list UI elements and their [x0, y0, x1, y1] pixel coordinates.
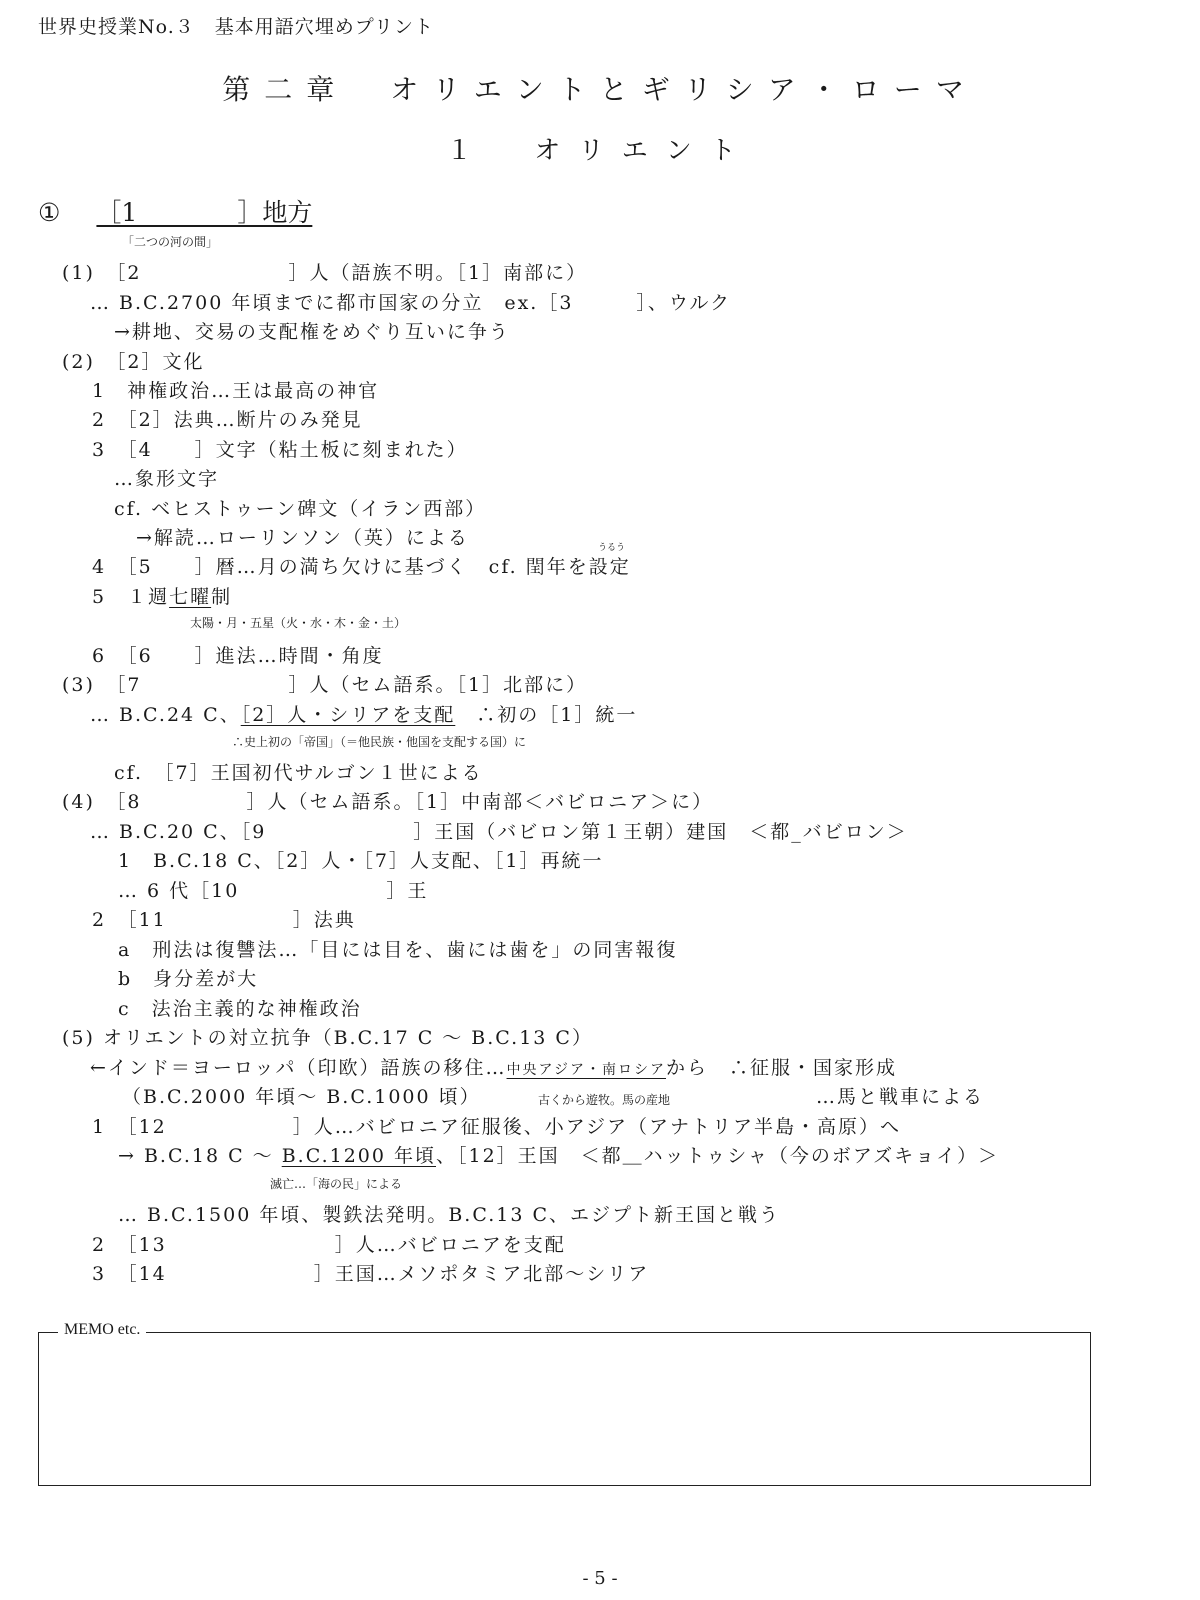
chapter-title: 第二章 オリエントとギリシア・ローマ [222, 73, 978, 106]
line-23: b 身分差が大 [118, 968, 259, 990]
memo-box[interactable] [38, 1332, 1091, 1486]
annotation-empire: ∴史上初の「帝国」（＝他民族・他国を支配する国）に [232, 735, 527, 749]
line-29-post: 、［12］王国 ＜都＿ハットゥシャ（今のボアズキョイ）＞ [436, 1145, 1000, 1167]
line-15-post: ∴初の［1］統一 [455, 704, 638, 726]
line-4: (2) ［2］文化 [62, 351, 205, 373]
line-15-underlined: ［2］人・シリアを支配 [240, 704, 456, 726]
annotation-sea-people: 滅亡…「海の民」による [270, 1177, 403, 1191]
section-title: １ オリエント [446, 136, 754, 166]
line-29 [118, 1147, 999, 1166]
circled-one-marker: ① [38, 198, 61, 227]
line-27: （B.C.2000 年頃～ B.C.1000 頃） [122, 1086, 481, 1108]
line-32: 3 ［14 ］王国…メソポタミア北部～シリア [92, 1263, 650, 1285]
line-15-pre: … B.C.24 C、 [90, 704, 241, 726]
line-21: 2 ［11 ］法典 [92, 909, 356, 931]
line-28: 1 ［12 ］人…バビロニア征服後、小アジア（アナトリア半島・高原）へ [92, 1116, 902, 1138]
ruby-uruu: うるう [598, 543, 626, 553]
line-19: 1 B.C.18 C、［2］人・［7］人支配、［1］再統一 [118, 850, 604, 872]
line-15 [90, 706, 637, 725]
heading-1 [38, 200, 312, 225]
line-10: →解読…ローリンソン（英）による [136, 527, 469, 549]
line-12 [92, 588, 232, 607]
line-24: c 法治主義的な神権政治 [118, 998, 362, 1020]
line-12-post: 制 [211, 586, 233, 608]
line-26 [90, 1059, 897, 1078]
line-3: →耕地、交易の支配権をめぐり互いに争う [114, 321, 510, 343]
line-1: (1) ［2 ］人（語族不明。［1］南部に） [62, 262, 588, 284]
seven-days-underlined: 七曜 [169, 586, 212, 608]
annotation-two-rivers: 「二つの河の間」 [122, 235, 219, 249]
line-30: … B.C.1500 年頃、製鉄法発明。B.C.13 C、エジプト新王国と戦う [118, 1204, 780, 1226]
line-27-post: …馬と戦車による [816, 1086, 985, 1108]
line-16: cf. ［7］王国初代サルゴン１世による [114, 762, 483, 784]
line-8: …象形文字 [114, 468, 220, 490]
line-26-post: から ∴征服・国家形成 [666, 1057, 898, 1079]
line-20: … 6 代［10 ］王 [118, 880, 429, 902]
line-12-pre: 5 １週 [92, 586, 170, 608]
line-14: (3) ［7 ］人（セム語系。［1］北部に） [62, 674, 588, 696]
line-29-pre: → B.C.18 C ～ [118, 1145, 282, 1167]
line-11: 4 ［5 ］暦…月の満ち欠けに基づく cf. 閏年を設定 [92, 556, 631, 578]
line-29-underlined: B.C.1200 年頃 [281, 1145, 436, 1167]
line-2: … B.C.2700 年頃までに都市国家の分立 ex.［3 ］、ウルク [90, 292, 731, 314]
line-31: 2 ［13 ］人…バビロニアを支配 [92, 1234, 566, 1256]
line-9: cf. ベヒストゥーン碑文（イラン西部） [114, 498, 487, 520]
line-7: 3 ［4 ］文字（粘土板に刻まれた） [92, 439, 468, 461]
annotation-planets: 太陽・月・五星（火・水・木・金・土） [190, 616, 407, 630]
line-26-pre: ←インド＝ヨーロッパ（印欧）語族の移住… [90, 1057, 507, 1079]
annotation-central-asia: 中央アジア・南ロシア [506, 1062, 666, 1078]
heading-1-title: ［1 ］地方 [96, 198, 313, 227]
line-17: (4) ［8 ］人（セム語系。［1］中南部＜バビロニア＞に） [62, 791, 714, 813]
line-22: a 刑法は復讐法…「目には目を、歯には歯を」の同害報復 [118, 939, 678, 961]
memo-label: MEMO etc. [58, 1322, 146, 1338]
line-5: 1 神権政治…王は最高の神官 [92, 380, 380, 402]
line-18: … B.C.20 C、［9 ］王国（バビロン第１王朝）建国 ＜都_バビロン＞ [90, 821, 908, 843]
line-25: (5) オリエントの対立抗争（B.C.17 C ～ B.C.13 C） [62, 1027, 593, 1049]
line-6: 2 ［2］法典…断片のみ発見 [92, 409, 363, 431]
worksheet-header: 世界史授業No.３ 基本用語穴埋めプリント [38, 16, 435, 38]
page-number: - 5 - [582, 1568, 618, 1589]
line-13: 6 ［6 ］進法…時間・角度 [92, 645, 384, 667]
annotation-nomads: 古くから遊牧。馬の産地 [538, 1093, 671, 1107]
